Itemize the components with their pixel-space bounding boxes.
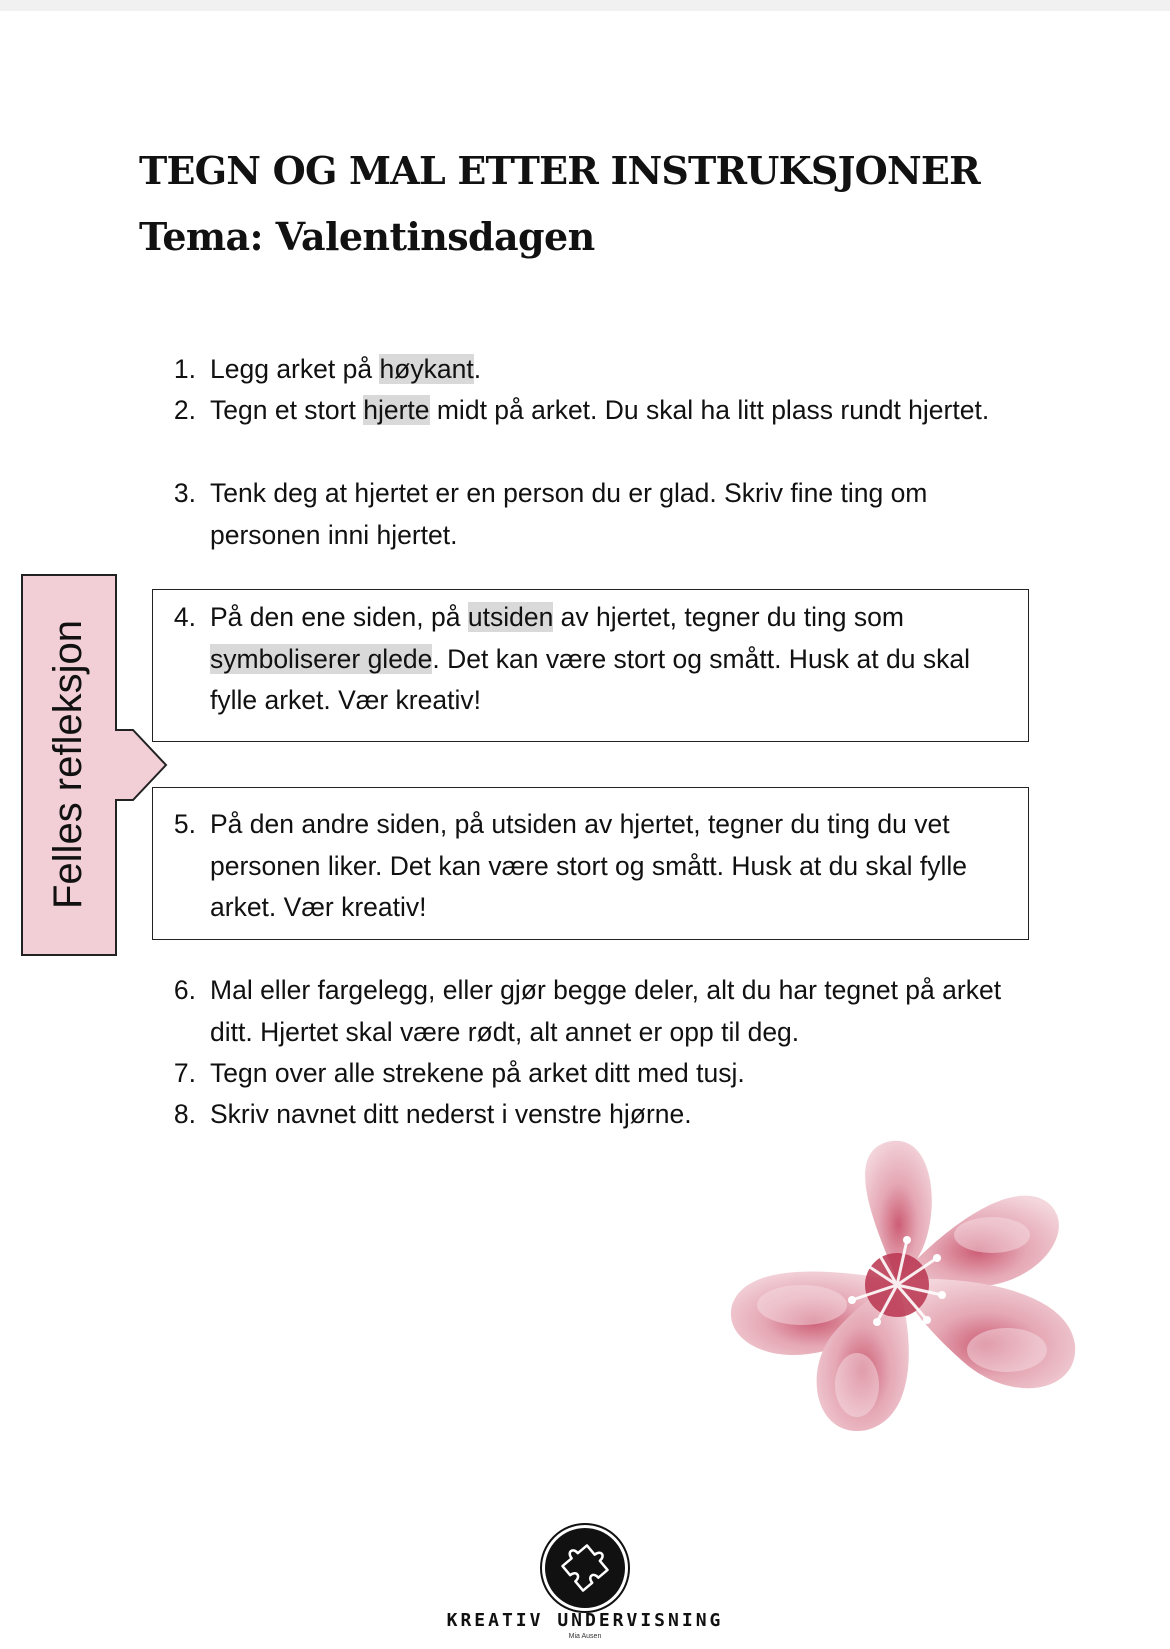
- flower-illustration: [722, 1140, 1112, 1450]
- puzzle-piece-icon: [539, 1522, 631, 1614]
- page-subtitle: Tema: Valentinsdagen: [139, 214, 595, 259]
- felles-refleksjon-label: Felles refleksjon: [45, 619, 90, 909]
- footer-brand: KREATIV UNDERVISNING: [446, 1610, 724, 1631]
- page-title: TEGN OG MAL ETTER INSTRUKSJONER: [139, 148, 980, 193]
- top-edge: [0, 0, 1170, 11]
- footer-author: Mia Ausen: [568, 1633, 602, 1640]
